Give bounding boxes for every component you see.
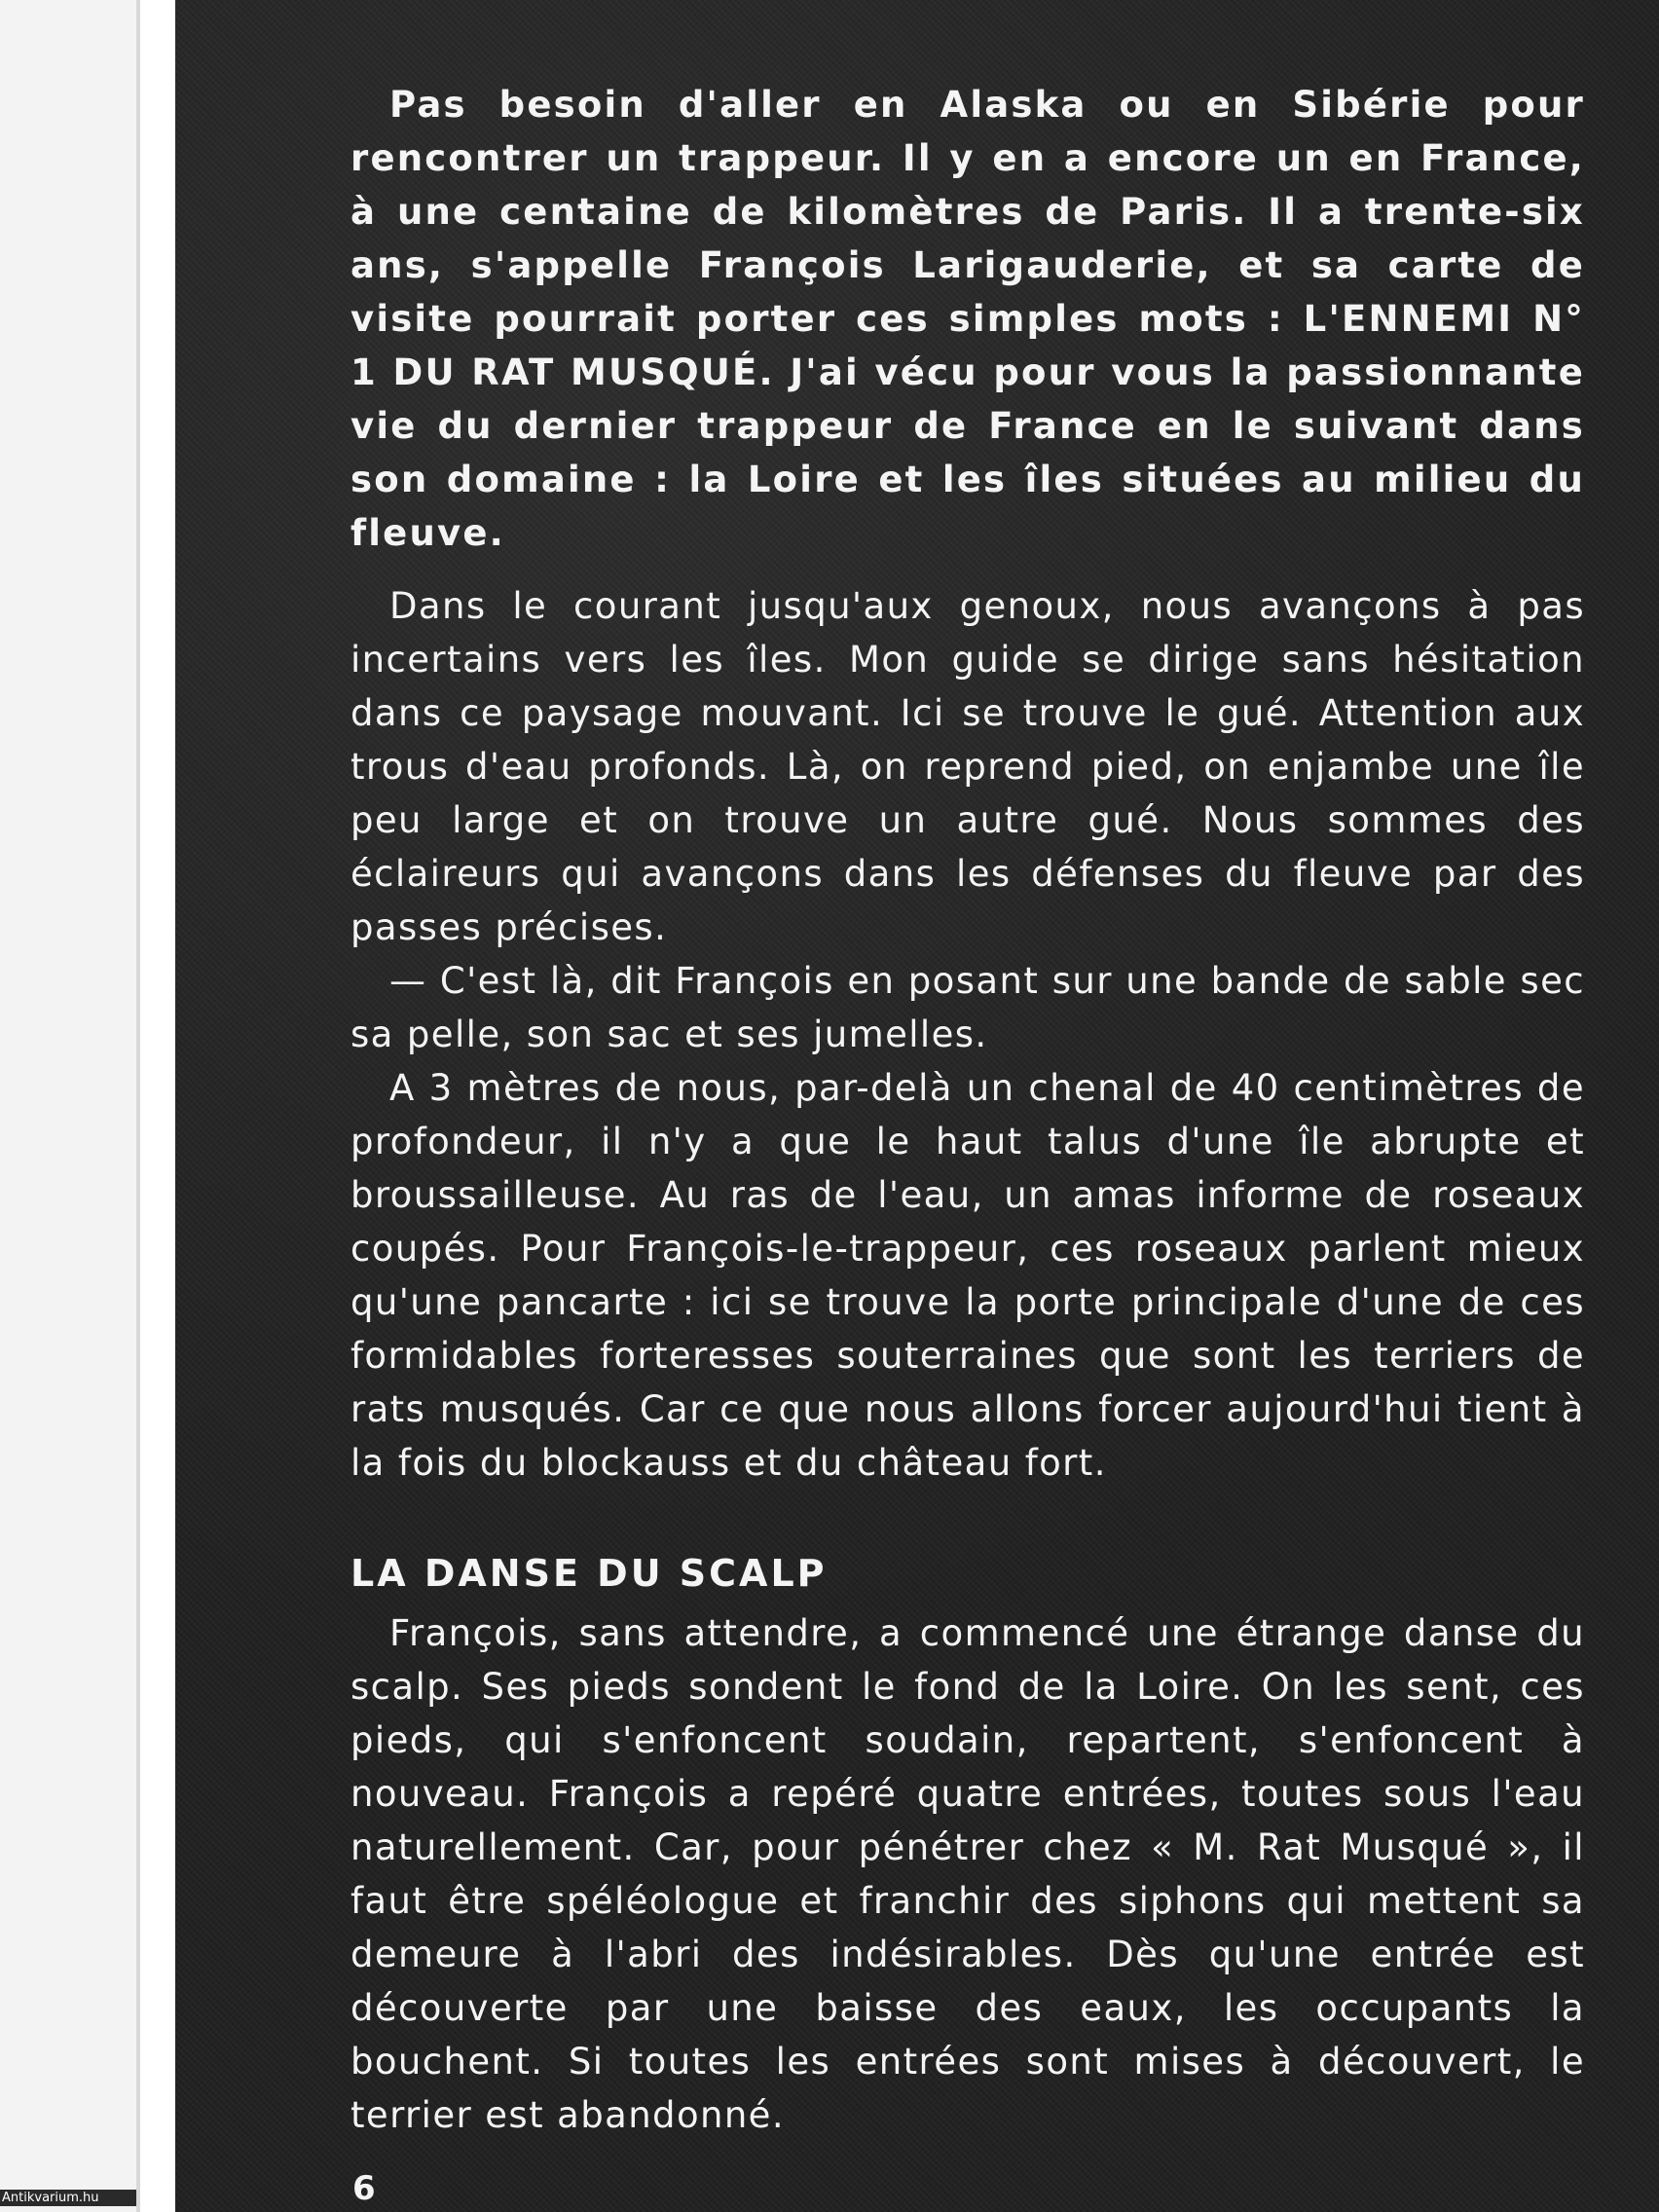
- page-number: 6: [352, 2169, 376, 2208]
- article-body: [350, 78, 1585, 2142]
- page-edge: [136, 0, 140, 2212]
- section-paragraph: François, sans attendre, a commencé une étrange danse du scalp. Ses pieds sondent le fond de la Loire. On les sent, ces pieds, qui s'enfoncent soudain, repartent, s'enfoncent à nouveau. François a repéré quatre entrées, toutes sous l'eau naturellement. Car, pour pénétrer chez « M. Rat Musqué », il faut être spéléologue et franchir des siphons qui mettent sa demeure à l'abri des indésirables. Dès qu'une entrée est découverte par une baisse des eaux, les occupants la bouchent. Si toutes les entrées sont mises à découvert, le terrier est abandonné.: [350, 1612, 1585, 2136]
- intro-paragraph: Pas besoin d'aller en Alaska ou en Sibérie pour rencontrer un trappeur. Il y en a encore un en France, à une centaine de kilomètres de Paris. Il a trente-six ans, s'appelle François Larigauderie, et sa carte de visite pourrait porter ces simples mots : L'ENNEMI N° 1 DU RAT MUSQUÉ. J'ai vécu pour vous la passionnante vie du dernier trappeur de France en le suivant dans son domaine : la Loire et les îles situées au milieu du fleuve.: [350, 84, 1585, 554]
- body-paragraph: A 3 mètres de nous, par-delà un chenal de 40 centimètres de profondeur, il n'y a que le haut talus d'une île abrupte et broussailleuse. Au ras de l'eau, un amas informe de roseaux coupés. Pour François-le-trappeur, ces roseaux parlent mieux qu'une pancarte : ici se trouve la porte principale d'une de ces formidables forteresses souterraines que sont les terriers de rats musqués. Car ce que nous allons forcer aujourd'hui tient à la fois du blockauss et du château fort.: [350, 1067, 1585, 1484]
- body-paragraph: — C'est là, dit François en posant sur une bande de sable sec sa pelle, son sac et ses jumelles.: [350, 960, 1585, 1055]
- body-paragraph: Dans le courant jusqu'aux genoux, nous avançons à pas incertains vers les îles. Mon guide se dirige sans hésitation dans ce paysage mouvant. Ici se trouve le gué. Attention aux trous d'eau profonds. Là, on reprend pied, on enjambe une île peu large et on trouve un autre gué. Nous sommes des éclaireurs qui avançons dans les défenses du fleuve par des passes précises.: [350, 585, 1585, 948]
- watermark: Antikvarium.hu: [0, 2190, 136, 2206]
- left-margin-strip: [0, 0, 136, 2212]
- section-heading: LA DANSE DU SCALP: [350, 1552, 828, 1595]
